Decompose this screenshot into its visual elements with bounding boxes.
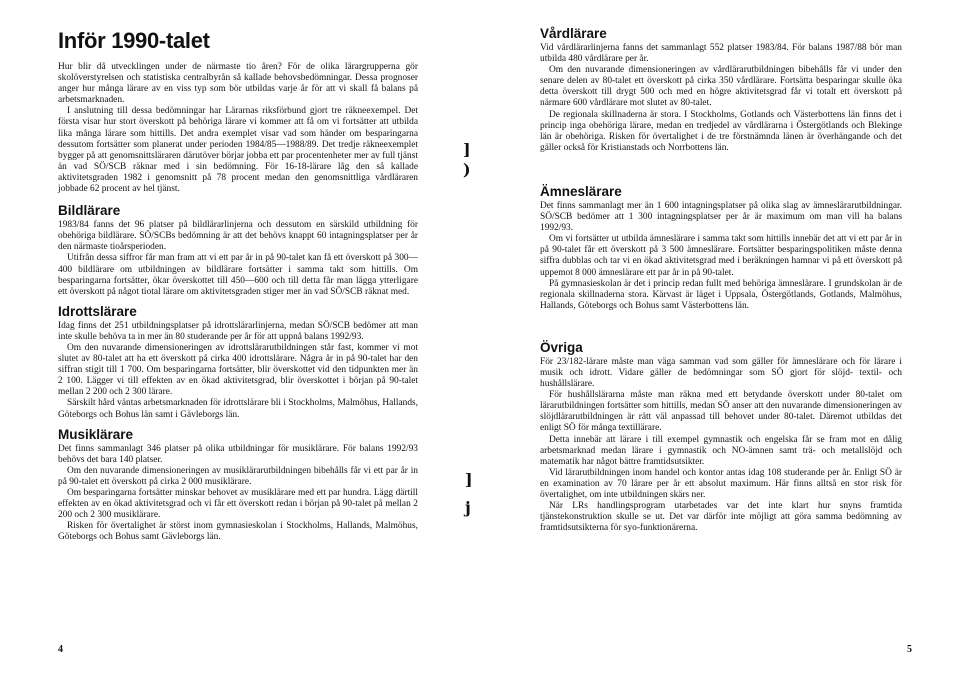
heading-idrottslarare: Idrottslärare xyxy=(58,303,137,319)
intro-paragraph-2: I anslutning till dessa bedömningar har Lärarnas riksförbund gjort tre räkneexempel. Det första visar hur stort överskott på behöriga lärare vi kommer att få om vi fortsätter att utbilda lika många lärare som hittills. Det andra exemplet visar vad som händer om besparingarna dessutom fortsätter som planerat under perioden 1984/85—1988/89. Det tredje räkneexemplet bygger på att genomsnittsläraren därutöver börjar jobba ett par procentenheter mer av full tjänst än vad SÖ/SCB räknar med i sin bedömning. För 16-18-lärare låg den så kallade aktivitetsgraden 1982 i genomsnitt på 78 procent medan den genomsnittliga vårdläraren jobbade 62 procent av hel tjänst. xyxy=(58,106,418,195)
ovriga-paragraph-3: Detta innebär att lärare i till exempel gymnastik och engelska får se fram mot en dålig arbetsmarknad medan lärare i gymnastik och NO-ämnen samt trä- och metallslöjd och matematik har något bättre framtidsutsikter. xyxy=(540,434,902,467)
ovriga-paragraph-5: När LRs handlingsprogram utarbetades var det inte klart hur snyns framtida tjänstekonstruktion skulle se ut. Det var därför inte möjligt att göra samma bedömning av framtidsutsikterna för syo-funktionärerna. xyxy=(540,501,902,534)
musiklarare-paragraph-2: Om den nuvarande dimensioneringen av musiklärarutbildningen bibehålls får vi ett par år in på 90-talet ett överskott på cirka 2 000 musiklärare. xyxy=(58,465,418,487)
musiklarare-paragraph-3: Om besparingarna fortsätter minskar behovet av musiklärare med ett par hundra. Lägg därtill effekten av en ökad aktivitetsgrad och vi får ett överskott redan i början på 90-talet på mellan 2 200 och 2 300 musiklärare. xyxy=(58,488,418,521)
heading-vardlarare: Vårdlärare xyxy=(540,26,607,41)
binding-mark: ] xyxy=(465,470,473,489)
page-title: Inför 1990-talet xyxy=(58,28,210,53)
ovriga-paragraph-4: Vid lärarutbildningen inom handel och kontor antas idag 108 studerande per år. Enligt SÖ är en examination av 70 lärare per år ett absolut maximum. Här finns alltså en stor risk för övertalighet, om inte utbildningen skärs ner. xyxy=(540,467,902,500)
musiklarare-paragraph-4: Risken för övertalighet är störst inom gymnasieskolan i Stockholms, Hallands, Malmöhus, Göteborgs och Bohus samt Gävleborgs län. xyxy=(58,521,418,543)
left-column xyxy=(58,28,418,543)
heading-bildlarare: Bildlärare xyxy=(58,203,121,219)
intro-paragraph-1: Hur blir då utvecklingen under de närmaste tio åren? För de olika lärargrupperna gör skolöverstyrelsen och statistiska centralbyrån så kallade behovsbedömningar. Dessa prognoser anger hur många lärare av en viss typ som bör utbildas varje år för att vi skall få balans på arbetsmarknaden. xyxy=(58,62,418,106)
binding-mark: ) xyxy=(463,160,471,179)
vardlarare-paragraph-1: Vid vårdlärarlinjerna fanns det sammanlagt 552 platser 1983/84. För balans 1987/88 bör man utbilda 480 vårdlärare per år. xyxy=(540,43,902,65)
bildlarare-paragraph-2: Utifrån dessa siffror får man fram att vi ett par år in på 90-talet kan få ett överskott på 300—400 bildlärare om utbildningen av bildlärare fortsätter i samma takt som hittills. Om besparingarna fortsätter, ökar överskottet till 450—600 och till detta får man lägga ytterligare ett överskott på något tiotal lärare om aktivitetsgraden stiger mer än vad SÖ/SCB räknat med. xyxy=(58,253,418,297)
amneslarare-paragraph-1: Det finns sammanlagt mer än 1 600 intagningsplatser på olika slag av ämneslärarutbildningar. SÖ/SCB bedömer att 1 300 intagningsplatser per år är maximum om man vill ha balans 1992/93. xyxy=(540,200,902,234)
idrottslarare-paragraph-1: Idag finns det 251 utbildningsplatser på idrottslärarlinjerna, medan SÖ/SCB bedömer att man inte skulle behöva ta in mer än 80 studerande per år för att uppnå balans 1992/93. xyxy=(58,320,418,342)
idrottslarare-paragraph-2: Om den nuvarande dimensioneringen av idrottslärarutbildningen står fast, kommer vi mot slutet av 80-talet att ha ett överskott på cirka 400 idrottslärare. Några år in på 90-talet har den siffran stigit till 1 700. Om besparingarna fortsätter, blir överskottet vid den tidpunkten mer än 2 100. Lägger vi till effekten av en ökad aktivitetsgrad, blir överskottet i början på 90-talet mellan 2 200 och 2 300 lärare. xyxy=(58,342,418,398)
heading-musiklarare: Musiklärare xyxy=(58,426,134,442)
idrottslarare-paragraph-3: Särskilt hård väntas arbetsmarknaden för idrottslärare bli i Stockholms, Malmöhus, Hallands, Göteborgs och Bohus län samt i Gävleborgs län. xyxy=(58,398,418,420)
page-number-left: 4 xyxy=(58,644,63,655)
musiklarare-paragraph-1: Det finns sammanlagt 346 platser på olika utbildningar för musiklärare. För balans 1992/93 behövs det bara 140 platser. xyxy=(58,443,418,465)
vardlarare-paragraph-2: Om den nuvarande dimensioneringen av vårdlärarutbildningen bibehålls får vi under den senare delen av 80-talet ett överskott på cirka 350 vårdlärare. Fortsätta besparingar skulle öka detta överskott till drygt 500 och med en högre aktivitetsgrad får vi totalt ett överskott på närmare 600 vårdlärare mot slutet av 80-talet. xyxy=(540,65,902,109)
bildlarare-paragraph-1: 1983/84 fanns det 96 platser på bildlärarlinjerna och dessutom en särskild utbildning för obehöriga bildlärare. SÖ/SCBs bedömning är att det behövs knappt 60 intagningsplatser per år den närmaste tioårsperioden. xyxy=(58,220,418,253)
ovriga-paragraph-2: För hushållslärarna måste man räkna med ett betydande överskott under 80-talet om lärarutbildningen fortsätter som hittills, medan SÖ anser att den nuvarande dimensioneringen av slöjdlärarutbildningen är rätt väl anpassad till behovet under 80-talet. Däremot utbildas det enligt SÖ för många textillärare. xyxy=(540,390,902,434)
heading-amneslarare: Ämneslärare xyxy=(540,183,622,199)
right-column xyxy=(540,26,902,534)
page-number-right: 5 xyxy=(907,644,912,655)
amneslarare-paragraph-2: Om vi fortsätter ut utbilda ämneslärare i samma takt som hittills innebär det att vi ett par år in på 90-talet får ett överskott på 3 500 ämneslärare. Fortsätter besparingspolitiken måste denna siffra dubblas och tar vi en ökad aktivitetsgrad med i beräkningen hamnar vi på ett överskott på uppemot 8 000 ämneslärare ett par år in på 90-talet. xyxy=(540,234,902,278)
vardlarare-paragraph-3: De regionala skillnaderna är stora. I Stockholms, Gotlands och Västerbottens län finns det i princip inga obehöriga lärare, medan en tredjedel av vårdlärarna i Östergötlands och Blekinge län är obehöriga. Risken för övertalighet i de tre förstnämnda länen är överhängande och det gäller också för Kristianstads och Norrbottens län. xyxy=(540,109,902,153)
heading-ovriga: Övriga xyxy=(540,339,583,355)
binding-mark: ] xyxy=(463,140,471,159)
binding-mark: j xyxy=(465,498,471,517)
right-page xyxy=(480,0,960,685)
amneslarare-paragraph-3: På gymnasieskolan är det i princip redan fullt med behöriga ämneslärare. I grundskolan är de regionala skillnaderna stora. Kärvast är läget i Uppsala, Östergötlands, Gotlands, Malmöhus, Hallands, Göteborgs och Bohus samt Västerbottens län. xyxy=(540,278,902,311)
ovriga-paragraph-1: För 23/182-lärare måste man väga samman vad som gäller för ämneslärare och för lärare i musik och idrott. Vidare gäller de bedömningar som SÖ gjort för slöjd- textil- och hushållslärare. xyxy=(540,356,902,390)
